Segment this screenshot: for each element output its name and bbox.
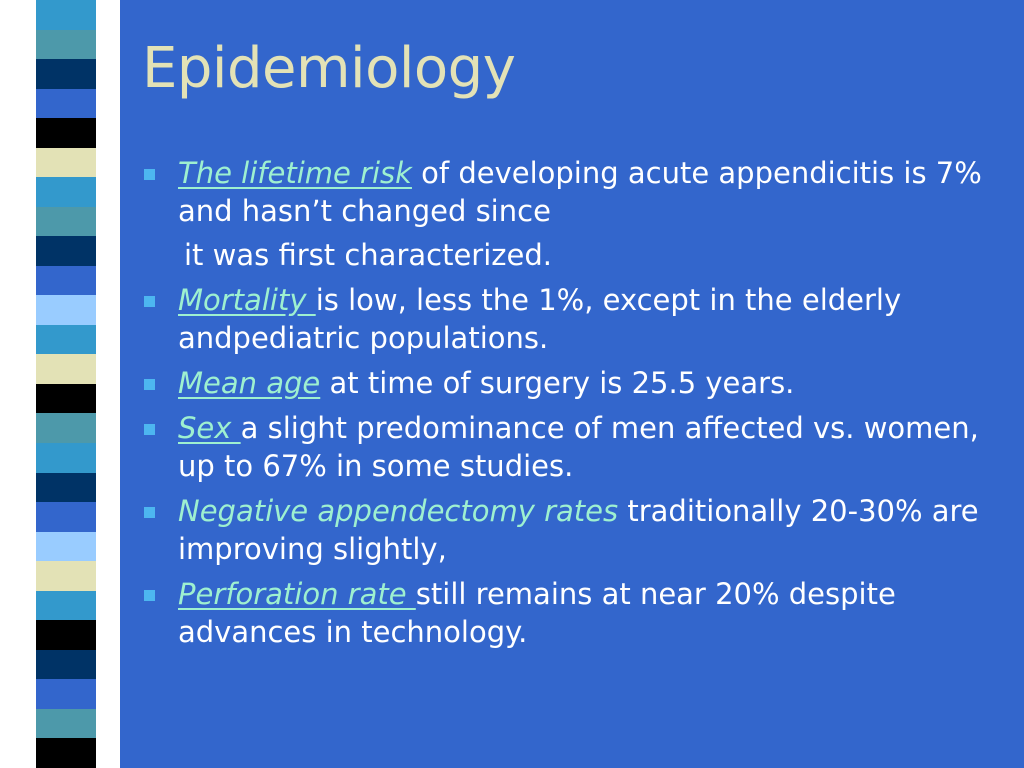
- bullet-item-lifetime-risk: [142, 154, 1002, 274]
- stripe-segment: [36, 738, 96, 768]
- bullet-term: Mortality: [178, 283, 316, 317]
- stripe-segment: [36, 295, 96, 325]
- stripe-segment: [36, 650, 96, 680]
- bullet-term: Sex: [178, 411, 241, 445]
- bullet-text: still remains at near 20% despite advances in technology.: [178, 577, 896, 649]
- stripe-segment: [36, 443, 96, 473]
- stripe-segment: [36, 0, 96, 30]
- stripe-segment: [36, 561, 96, 591]
- bullet-text: traditionally 20-30% are improving slightly,: [178, 494, 979, 566]
- bullet-item-perforation-rate: [142, 575, 1002, 651]
- decorative-stripe-band: [0, 0, 120, 768]
- bullet-marker-icon: [144, 590, 155, 601]
- bullet-text: is low, less the 1%, except in the elderly andpediatric populations.: [178, 283, 902, 355]
- bullet-term: Perforation rate: [178, 577, 416, 611]
- stripe-segment: [36, 30, 96, 60]
- bullet-item-sex: [142, 409, 1002, 485]
- stripe-segment: [36, 413, 96, 443]
- stripe-segment: [36, 207, 96, 237]
- stripe-segment: [36, 118, 96, 148]
- bullet-item-mean-age: [142, 364, 1002, 402]
- stripe-segment: [36, 679, 96, 709]
- bullet-term: The lifetime risk: [178, 156, 412, 190]
- bullet-term: Negative appendectomy rates: [178, 494, 619, 528]
- bullet-marker-icon: [144, 169, 155, 180]
- bullet-item-negative-appendectomy: [142, 492, 1002, 568]
- stripe-segment: [36, 502, 96, 532]
- stripe-segment: [36, 89, 96, 119]
- bullet-text: of developing acute appendicitis is 7% and hasn’t changed since: [178, 156, 982, 228]
- stripe-segment: [36, 709, 96, 739]
- stripe-segment: [36, 236, 96, 266]
- bullet-marker-icon: [144, 424, 155, 435]
- slide-title: Epidemiology: [142, 36, 516, 101]
- stripe-segment: [36, 354, 96, 384]
- bullet-term: Mean age: [178, 366, 321, 400]
- bullet-list: [142, 154, 1002, 658]
- bullet-text: at time of surgery is 25.5 years.: [320, 366, 795, 400]
- stripe-segment: [36, 620, 96, 650]
- stripe-segment: [36, 384, 96, 414]
- stripe-segment: [36, 59, 96, 89]
- bullet-item-mortality: [142, 281, 1002, 357]
- bullet-text: a slight predominance of men affected vs. women, up to 67% in some studies.: [178, 411, 979, 483]
- bullet-marker-icon: [144, 507, 155, 518]
- stripe-segment: [36, 325, 96, 355]
- stripe-segment: [36, 266, 96, 296]
- stripe-segment: [36, 532, 96, 562]
- bullet-continuation: it was first characterized.: [184, 238, 552, 272]
- decorative-stripe-column: [36, 0, 96, 768]
- stripe-segment: [36, 473, 96, 503]
- bullet-marker-icon: [144, 296, 155, 307]
- stripe-segment: [36, 591, 96, 621]
- stripe-segment: [36, 148, 96, 178]
- bullet-marker-icon: [144, 379, 155, 390]
- stripe-segment: [36, 177, 96, 207]
